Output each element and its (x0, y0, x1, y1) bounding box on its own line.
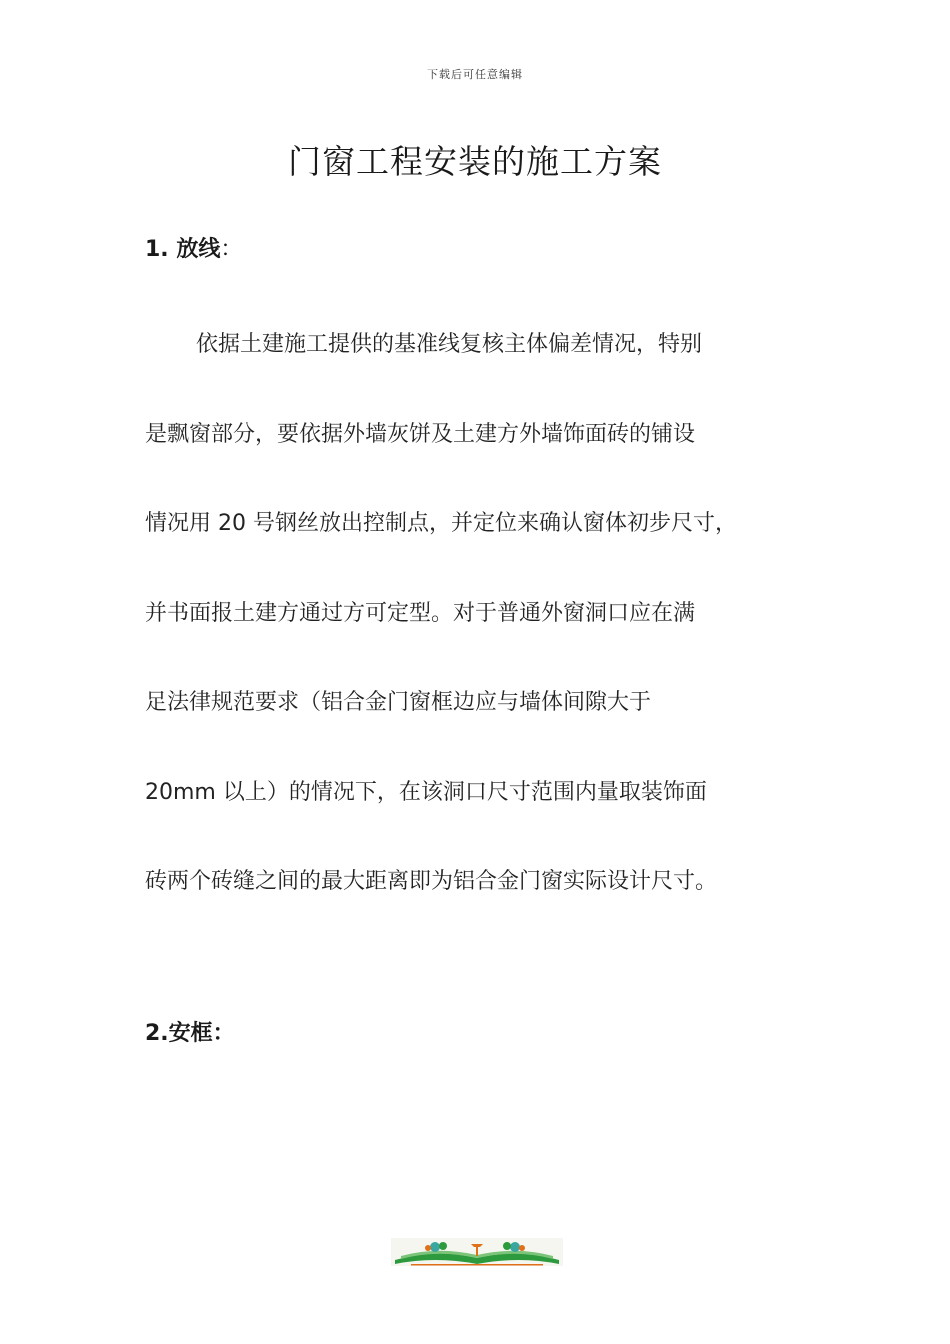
section-heading-1 (145, 232, 242, 263)
section-heading-1-text: 1. 放线 (145, 237, 221, 262)
paragraph-line: 砖两个砖缝之间的最大距离即为铝合金门窗实际设计尺寸。 (145, 869, 718, 894)
section-heading-1-colon: ： (220, 237, 243, 262)
page-header-note: 下载后可任意编辑 (427, 68, 523, 81)
paragraph-line: 情况用 20 号钢丝放出控制点，并定位来确认窗体初步尺寸， (145, 511, 737, 536)
book-tree-logo-icon (391, 1238, 563, 1266)
section-heading-2: 2.安框： (145, 1021, 235, 1046)
section-1-paragraph (145, 300, 825, 927)
paragraph-line: 依据土建施工提供的基准线复核主体偏差情况，特别 (196, 332, 703, 357)
paragraph-line: 20mm 以上）的情况下，在该洞口尺寸范围内量取装饰面 (145, 779, 707, 805)
document-title: 门窗工程安装的施工方案 (288, 142, 662, 181)
paragraph-line: 是飘窗部分，要依据外墙灰饼及土建方外墙饰面砖的铺设 (145, 421, 696, 447)
paragraph-line: 足法律规范要求（铝合金门窗框边应与墙体间隙大于 (145, 690, 652, 715)
paragraph-line: 并书面报土建方通过方可定型。对于普通外窗洞口应在满 (145, 600, 696, 626)
